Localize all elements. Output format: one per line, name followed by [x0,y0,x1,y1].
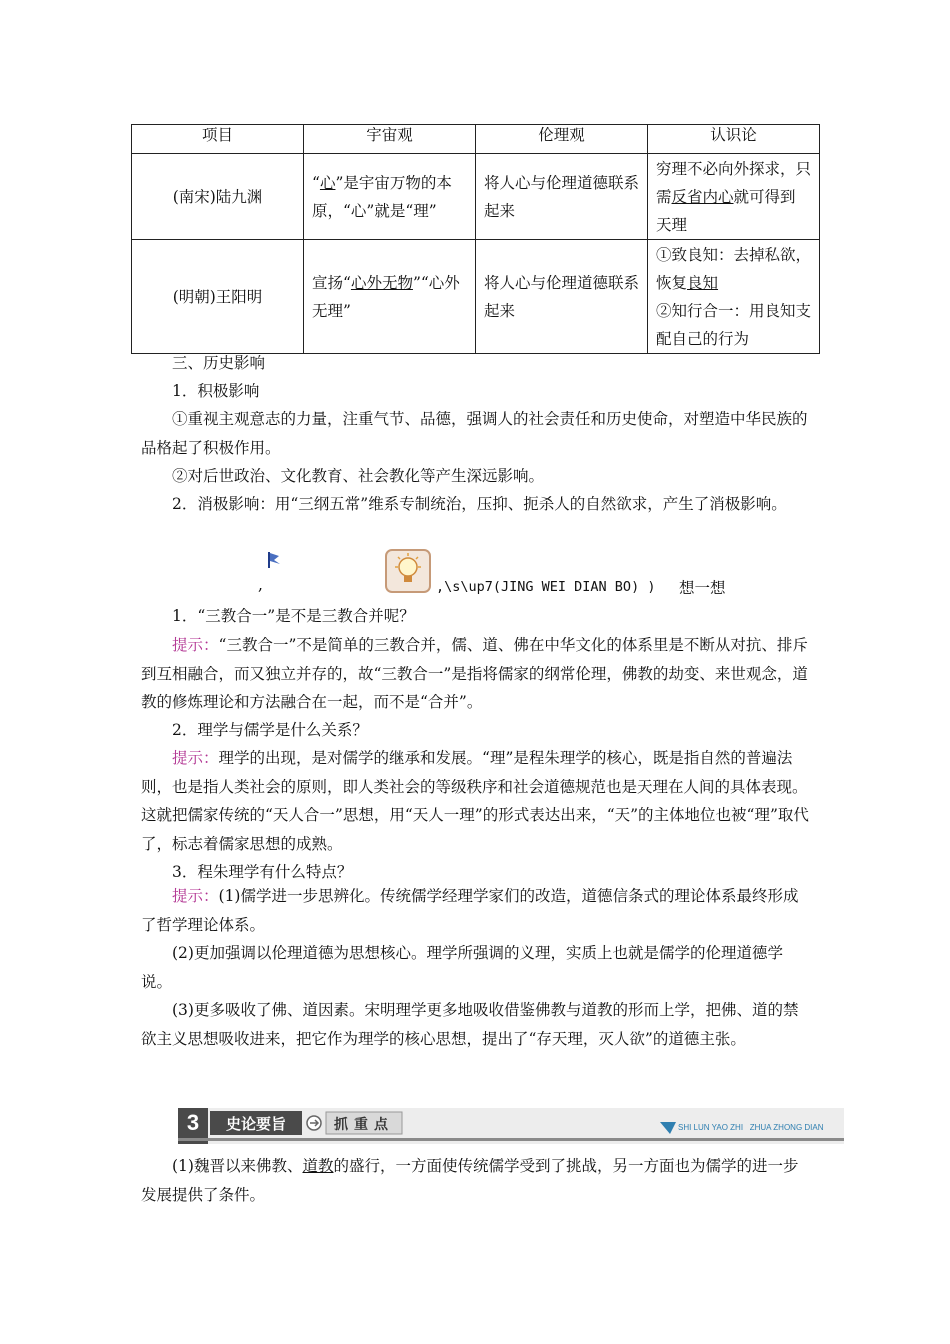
header-cell: 伦理观 [476,125,648,154]
answer-2: 提示：理学的出现，是对儒学的继承和发展。“理”是程朱理学的核心，既是指自然的普遍法则，也是指人类社会的原则，即人类社会的等级秩序和社会道德规范也是天理在人间的具体表现。这就把儒家传统的“天人合一”思想，用“天人一理”的形式表达出来，“天”的主体地位也被“理”取代了，标志着儒家思想的成熟。 [141,749,809,853]
negative-item: 2．消极影响：用“三纲五常”维系专制统治，压抑、扼杀人的自然欲求，产生了消极影响。 [172,495,787,513]
summary-paragraph: (1)魏晋以来佛教、道教的盛行，一方面使传统儒学受到了挑战，另一方面也为儒学的进一步发展提供了条件。 [141,1157,799,1204]
banner-number: 3 [186,1110,200,1135]
comparison-table [131,124,820,354]
think-label: 想一想 [679,579,726,597]
header-cell: 项目 [132,125,304,154]
answer-3-1: 提示：(1)儒学进一步思辨化。传统儒学经理学家们的改造，道德信条式的理论体系最终形成了哲学理论体系。 [141,887,799,934]
table-cell-cosmos: “心”是宇宙万物的本原，“心”就是“理” [304,154,476,240]
positive-item-1: ①重视主观意志的力量，注重气节、品德，强调人的社会责任和历史使命，对塑造中华民族的品格起了积极作用。 [141,410,808,457]
banner-title: 史论要旨 [225,1115,286,1133]
banner-pinyin: SHI LUN YAO ZHI ZHUA ZHONG DIAN [678,1123,824,1132]
hint-label: 提示： [172,887,219,905]
table-cell-ethics: 将人心与伦理道德联系起来 [476,240,648,354]
table-cell-epistemology: 穷理不必向外探求，只需反省内心就可得到天理 [648,154,820,240]
banner-subtitle: 抓重点 [334,1117,394,1133]
table-cell-item: (南宋)陆九渊 [132,154,304,240]
flag-icon [266,550,282,570]
table-cell-item: (明朝)王阳明 [132,240,304,354]
table-row [132,240,820,354]
question-2: 2．理学与儒学是什么关系？ [172,721,368,739]
positive-title: 1．积极影响 [172,382,260,400]
table-cell-cosmos: 宣扬“心外无物”“心外无理” [304,240,476,354]
answer-3-2: (2)更加强调以伦理道德为思想核心。理学所强调的义理，实质上也就是儒学的伦理道德学说。 [141,944,783,991]
header-cell: 宇宙观 [304,125,476,154]
lightbulb-icon [384,548,432,594]
table-row [132,154,820,240]
answer-1: 提示：“三教合一”不是简单的三教合并，儒、道、佛在中华文化的体系里是不断从对抗、排斥到互相融合，而又独立并存的，故“三教合一”是指将儒家的纲常伦理，佛教的劫变、来世观念，道教的修炼理论和方法融合在一起，而不是“合并”。 [141,636,808,711]
question-3: 3．程朱理学有什么特点？ [172,863,353,881]
comma-text: , [258,576,263,594]
section-banner [178,1108,844,1144]
table-cell-ethics: 将人心与伦理道德联系起来 [476,154,648,240]
section-title: 三、历史影响 [172,354,266,372]
positive-item-2: ②对后世政治、文化教育、社会教化等产生深远影响。 [172,467,545,485]
code-text: ,\s\up7(JING WEI DIAN BO) ) [436,579,656,595]
table-header-row [132,125,820,154]
question-1: 1．“三教合一”是不是三教合并呢？ [172,607,415,625]
hint-label: 提示： [172,636,219,654]
answer-3-3: (3)更多吸收了佛、道因素。宋明理学更多地吸收借鉴佛教与道教的形而上学，把佛、道的禁欲主义思想吸收进来，把它作为理学的核心思想，提出了“存天理，灭人欲”的道德主张。 [141,1001,799,1048]
table-cell-epistemology: ①致良知：去掉私欲，恢复良知 ②知行合一：用良知支配自己的行为 [648,240,820,354]
hint-label: 提示： [172,749,219,767]
header-cell: 认识论 [648,125,820,154]
